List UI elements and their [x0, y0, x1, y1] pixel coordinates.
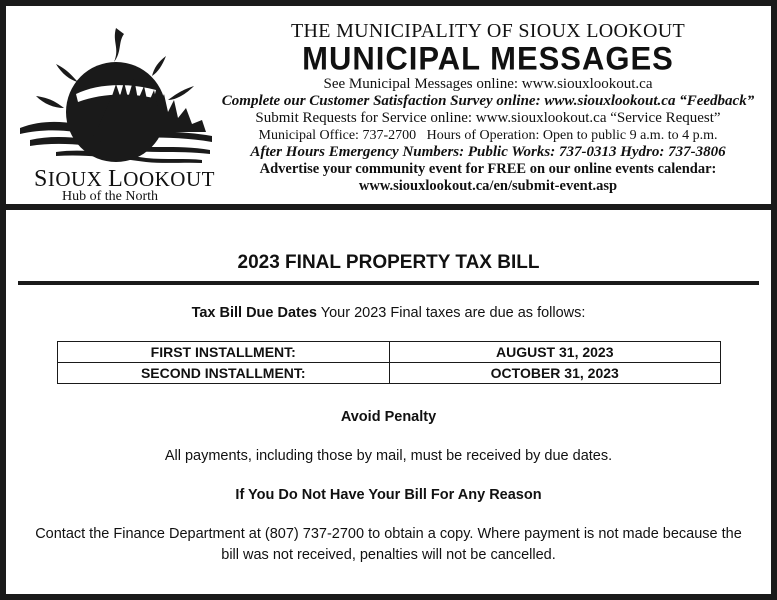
sunset-lake-emblem-icon [16, 24, 216, 174]
missing-bill-heading: If You Do Not Have Your Bill For Any Reason [235, 487, 542, 503]
header-divider [0, 204, 777, 210]
newsletter-title: MUNICIPAL MESSAGES [302, 40, 674, 77]
office-phone: Municipal Office: 737-2700 [258, 128, 417, 143]
online-messages-line: See Municipal Messages online: www.siouxlookout.ca [323, 76, 653, 92]
municipality-name: THE MUNICIPALITY OF SIOUX LOOKOUT [291, 20, 685, 42]
table-row [58, 342, 721, 363]
table-row [58, 363, 721, 384]
header-banner [6, 6, 771, 206]
emergency-numbers-line: After Hours Emergency Numbers: Public Works: 737-0313 Hydro: 737-3806 [250, 144, 726, 160]
notice-title: 2023 FINAL PROPERTY TAX BILL [237, 252, 540, 273]
hours-of-operation: Hours of Operation: Open to public 9 a.m. to 4 p.m. [426, 128, 718, 143]
installment-date: AUGUST 31, 2023 [389, 342, 721, 363]
logo-tagline: Hub of the North [62, 189, 159, 204]
due-dates-intro [6, 305, 771, 321]
installment-label: SECOND INSTALLMENT: [58, 363, 390, 384]
municipality-logo [16, 24, 216, 204]
office-hours-line [218, 127, 758, 144]
header-text-block [218, 20, 758, 195]
service-request-line: Submit Requests for Service online: www.siouxlookout.ca “Service Request” [255, 110, 721, 126]
logo-wordmark: SIOUX LOOKOUT [34, 166, 215, 192]
survey-line: Complete our Customer Satisfaction Survey online: www.siouxlookout.ca “Feedback” [221, 93, 755, 109]
installment-label: FIRST INSTALLMENT: [58, 342, 390, 363]
submit-event-url: www.siouxlookout.ca/en/submit-event.asp [358, 178, 618, 194]
installment-table [57, 341, 721, 384]
missing-bill-text: Contact the Finance Department at (807) 737-2700 to obtain a copy. Where payment is not made because the bill was not received, penalties will not be cancelled. [35, 526, 742, 563]
due-dates-label: Tax Bill Due Dates [191, 305, 318, 321]
advertise-line: Advertise your community event for FREE on our online events calendar: [259, 161, 717, 177]
installment-date: OCTOBER 31, 2023 [389, 363, 721, 384]
avoid-penalty-heading: Avoid Penalty [340, 409, 437, 425]
avoid-penalty-text: All payments, including those by mail, must be received by due dates. [164, 448, 613, 464]
title-underline [18, 281, 759, 285]
due-dates-text: Your 2023 Final taxes are due as follows: [317, 305, 586, 321]
